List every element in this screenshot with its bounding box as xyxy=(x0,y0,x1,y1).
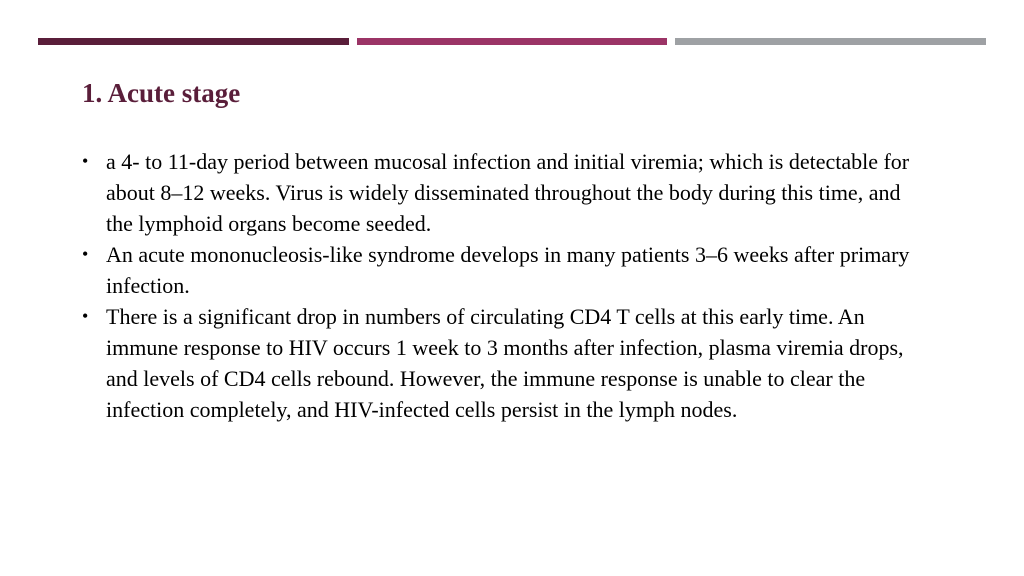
accent-bar-magenta xyxy=(357,38,667,45)
bullet-item xyxy=(82,301,922,425)
bullet-item xyxy=(82,146,922,239)
bullet-dot-icon: • xyxy=(82,151,89,171)
bullet-list xyxy=(82,146,922,425)
accent-bar-dark xyxy=(38,38,349,45)
bullet-dot-icon: • xyxy=(82,244,89,264)
bullet-dot-icon: • xyxy=(82,306,89,326)
bullet-item xyxy=(82,239,922,301)
slide-title: 1. Acute stage xyxy=(82,78,241,108)
bullet-text: There is a significant drop in numbers of circulating CD4 T cells at this early time. An immune response to HIV occurs 1 week to 3 months after infection, plasma viremia drops, and levels of CD4 cells rebound. However, the immune response is unable to clear the infection completely, and HIV-infected cells persist in the lymph nodes. xyxy=(106,304,904,422)
accent-bar-gray xyxy=(675,38,986,45)
bullet-text: a 4- to 11-day period between mucosal infection and initial viremia; which is detectable for about 8–12 weeks. Virus is widely disseminated throughout the body during this time, and the lymphoid organs become seeded. xyxy=(106,149,910,236)
bullet-text: An acute mononucleosis-like syndrome develops in many patients 3–6 weeks after primary infection. xyxy=(106,242,910,298)
